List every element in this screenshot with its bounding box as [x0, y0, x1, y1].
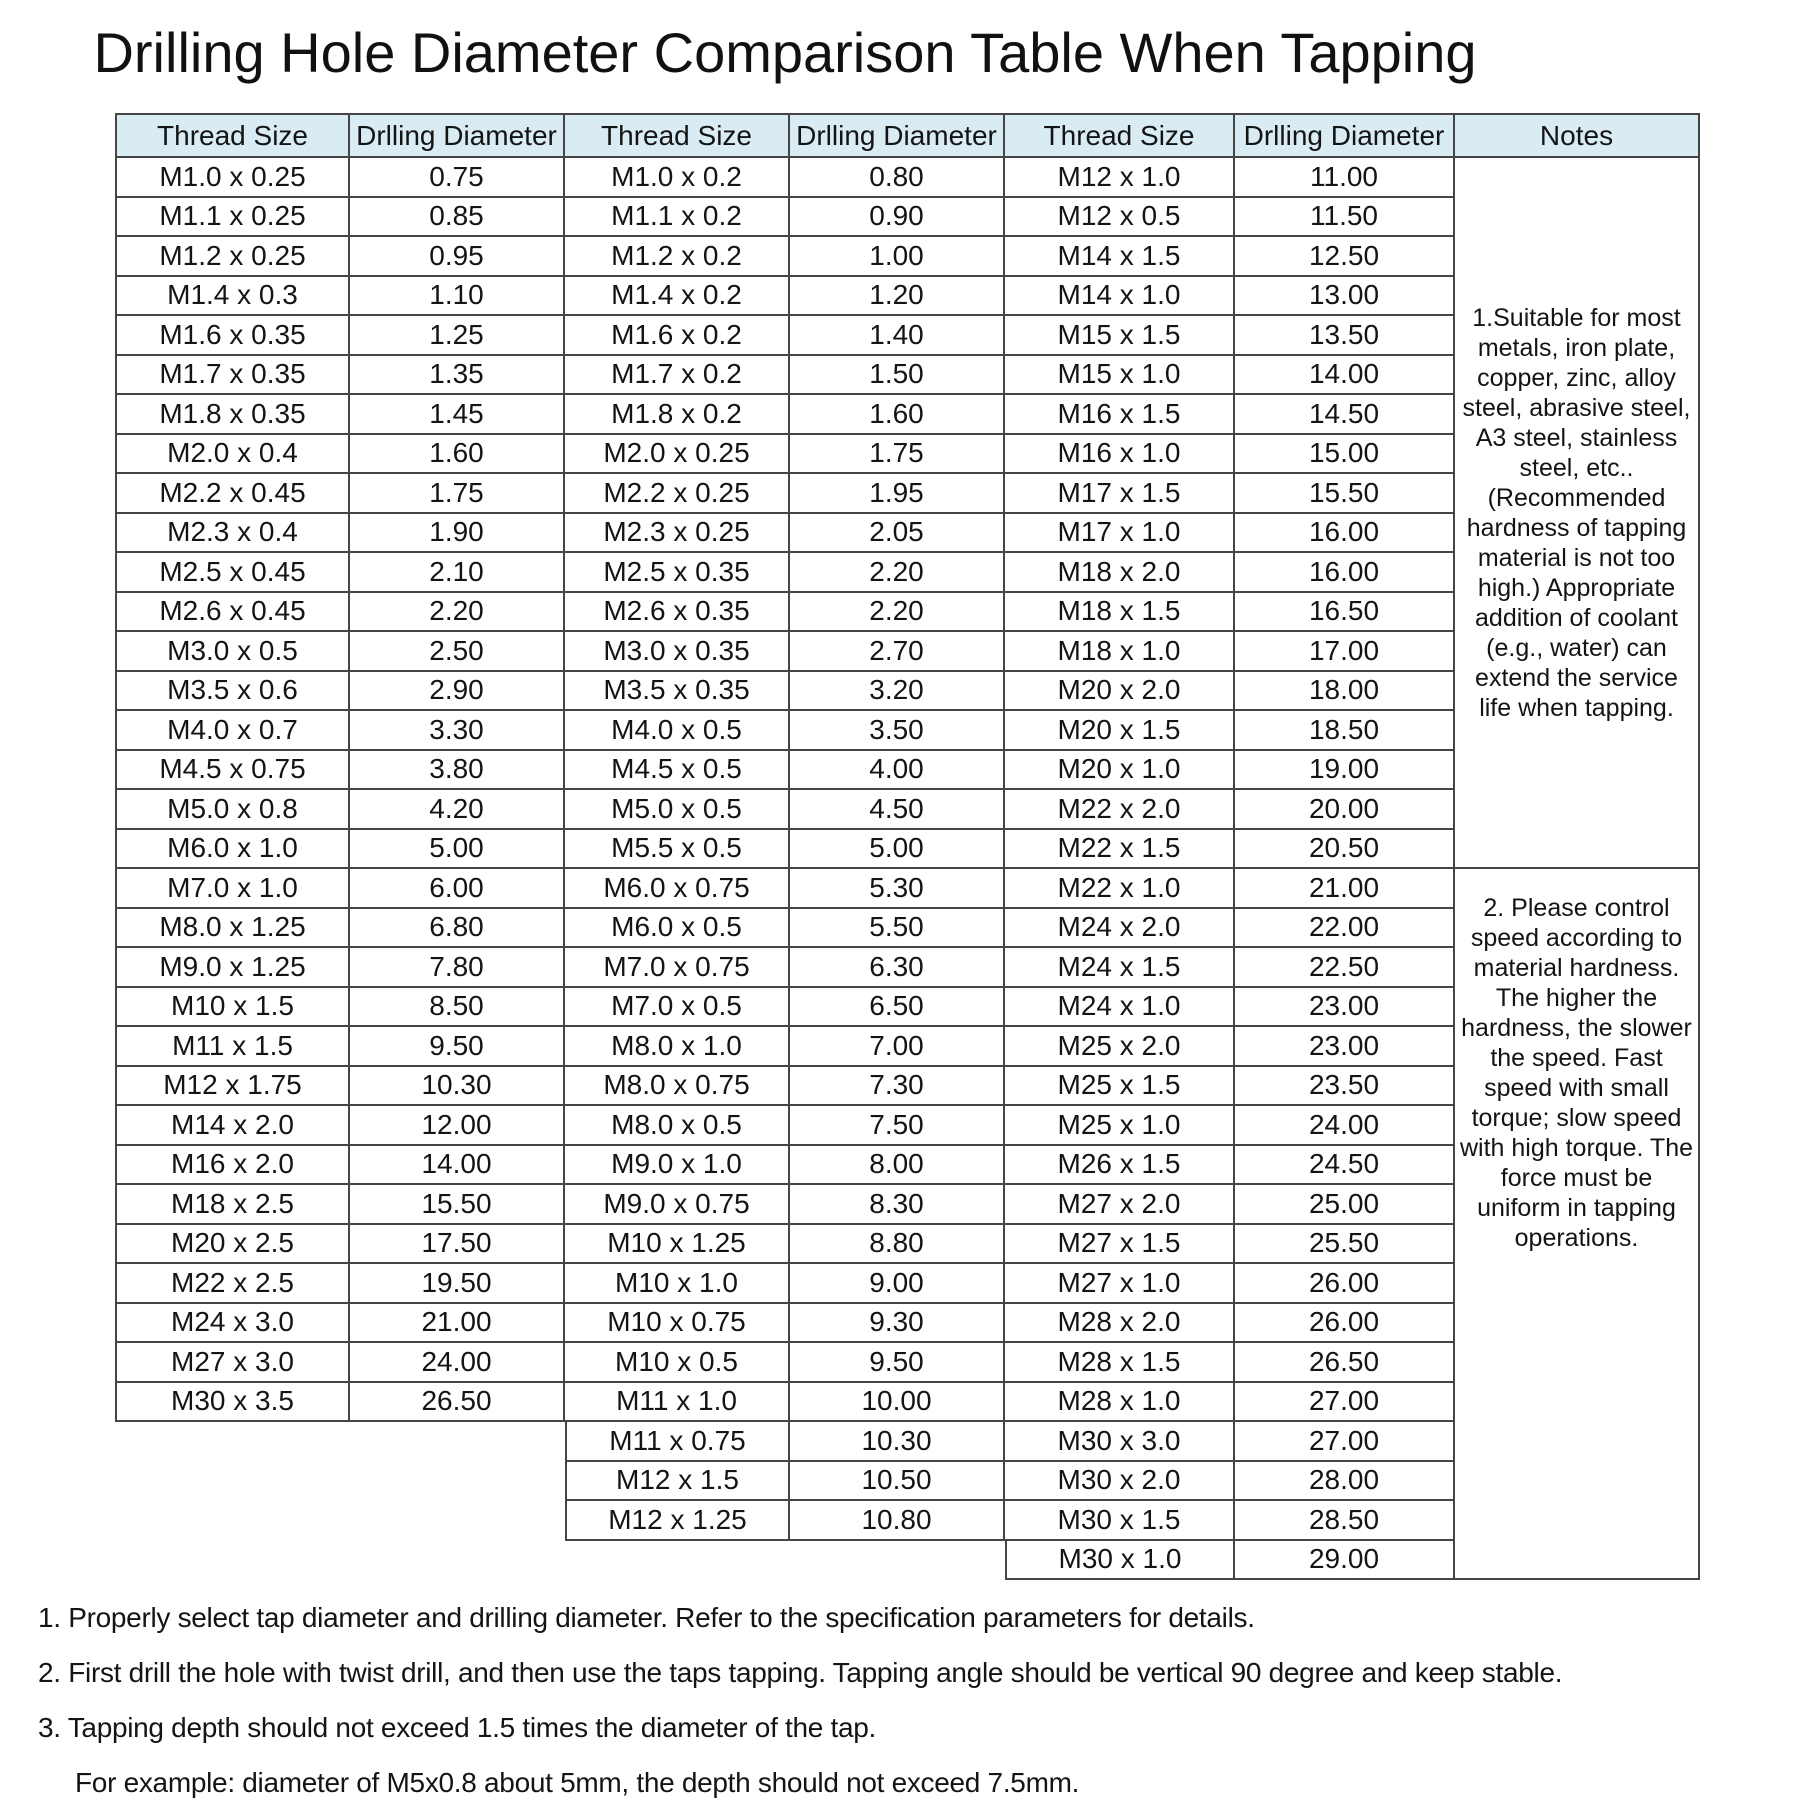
thread-size-cell: M24 x 3.0	[115, 1304, 350, 1344]
drill-diameter-cell: 20.50	[1235, 830, 1455, 870]
drill-diameter-cell: 10.00	[790, 1383, 1005, 1423]
thread-size-cell: M20 x 2.0	[1005, 672, 1235, 712]
thread-size-cell: M1.7 x 0.35	[115, 356, 350, 396]
thread-size-cell: M2.0 x 0.25	[565, 435, 790, 475]
drill-diameter-cell: 23.50	[1235, 1067, 1455, 1107]
drill-diameter-cell: 24.00	[350, 1343, 565, 1383]
drill-diameter-cell: 1.50	[790, 356, 1005, 396]
drill-diameter-cell: 8.50	[350, 988, 565, 1028]
drill-diameter-cell: 3.50	[790, 711, 1005, 751]
drill-diameter-cell: 29.00	[1235, 1541, 1455, 1581]
thread-size-cell: M6.0 x 0.75	[565, 869, 790, 909]
drill-diameter-header: Drlling Diameter	[1235, 113, 1455, 158]
thread-size-cell: M1.4 x 0.3	[115, 277, 350, 317]
thread-size-cell: M11 x 1.5	[115, 1027, 350, 1067]
drill-diameter-cell: 2.20	[790, 553, 1005, 593]
thread-size-cell: M27 x 3.0	[115, 1343, 350, 1383]
drill-diameter-cell: 15.00	[1235, 435, 1455, 475]
drill-diameter-cell: 1.25	[350, 316, 565, 356]
thread-size-cell: M12 x 1.0	[1005, 158, 1235, 198]
thread-size-cell: M12 x 1.75	[115, 1067, 350, 1107]
thread-size-cell: M1.6 x 0.35	[115, 316, 350, 356]
thread-size-header: Thread Size	[1005, 113, 1235, 158]
notes-cell-1: 1.Suitable for most metals, iron plate, copper, zinc, alloy steel, abrasive steel, A3 steel, stainless steel, etc..(Recommended hardness of tapping material is not too high.) Appropriate addition of coolant (e.g., water) can extend the service life when tapping.	[1455, 158, 1700, 869]
drill-diameter-cell: 1.00	[790, 237, 1005, 277]
drill-diameter-cell: 7.00	[790, 1027, 1005, 1067]
drill-diameter-cell: 9.00	[790, 1264, 1005, 1304]
drill-diameter-cell: 13.50	[1235, 316, 1455, 356]
thread-size-cell: M28 x 1.5	[1005, 1343, 1235, 1383]
drill-diameter-cell: 0.90	[790, 198, 1005, 238]
drill-diameter-cell: 1.35	[350, 356, 565, 396]
drill-diameter-cell: 24.50	[1235, 1146, 1455, 1186]
thread-size-cell: M7.0 x 0.75	[565, 948, 790, 988]
drill-diameter-cell: 8.80	[790, 1225, 1005, 1265]
thread-size-cell: M1.0 x 0.2	[565, 158, 790, 198]
thread-size-cell: M1.2 x 0.2	[565, 237, 790, 277]
drill-diameter-cell: 12.00	[350, 1106, 565, 1146]
drill-diameter-cell: 17.50	[350, 1225, 565, 1265]
thread-size-cell: M2.2 x 0.45	[115, 474, 350, 514]
drill-diameter-cell: 8.00	[790, 1146, 1005, 1186]
thread-size-cell: M30 x 1.0	[1005, 1541, 1235, 1581]
thread-size-cell: M2.5 x 0.35	[565, 553, 790, 593]
drill-diameter-cell: 19.50	[350, 1264, 565, 1304]
drill-diameter-header: Drlling Diameter	[790, 113, 1005, 158]
drill-diameter-cell: 8.30	[790, 1185, 1005, 1225]
drill-diameter-cell: 7.80	[350, 948, 565, 988]
drill-diameter-cell: 16.00	[1235, 553, 1455, 593]
drill-diameter-cell: 1.75	[790, 435, 1005, 475]
drill-diameter-cell: 0.75	[350, 158, 565, 198]
thread-size-cell: M22 x 1.0	[1005, 869, 1235, 909]
thread-size-cell: M3.0 x 0.5	[115, 632, 350, 672]
thread-size-cell: M25 x 1.5	[1005, 1067, 1235, 1107]
drill-diameter-cell: 2.20	[790, 593, 1005, 633]
thread-size-cell: M30 x 3.5	[115, 1383, 350, 1423]
drill-diameter-cell: 10.80	[790, 1501, 1005, 1541]
drill-diameter-cell: 0.85	[350, 198, 565, 238]
thread-size-cell: M10 x 1.25	[565, 1225, 790, 1265]
thread-size-cell: M3.0 x 0.35	[565, 632, 790, 672]
drill-diameter-cell: 20.00	[1235, 790, 1455, 830]
thread-size-cell: M20 x 1.5	[1005, 711, 1235, 751]
thread-size-cell: M2.6 x 0.45	[115, 593, 350, 633]
drill-diameter-cell: 16.00	[1235, 514, 1455, 554]
drill-diameter-cell: 7.30	[790, 1067, 1005, 1107]
drill-diameter-cell: 12.50	[1235, 237, 1455, 277]
thread-size-cell: M8.0 x 0.75	[565, 1067, 790, 1107]
thread-size-cell: M27 x 2.0	[1005, 1185, 1235, 1225]
drill-diameter-cell: 18.50	[1235, 711, 1455, 751]
thread-size-cell: M9.0 x 1.25	[115, 948, 350, 988]
thread-size-cell: M9.0 x 0.75	[565, 1185, 790, 1225]
thread-size-cell: M1.8 x 0.2	[565, 395, 790, 435]
drill-diameter-cell: 6.30	[790, 948, 1005, 988]
thread-size-cell: M1.7 x 0.2	[565, 356, 790, 396]
drill-diameter-cell: 23.00	[1235, 1027, 1455, 1067]
drill-diameter-cell: 26.00	[1235, 1264, 1455, 1304]
drill-diameter-cell: 1.10	[350, 277, 565, 317]
drill-diameter-cell: 28.00	[1235, 1462, 1455, 1502]
thread-size-cell: M25 x 1.0	[1005, 1106, 1235, 1146]
thread-size-cell: M4.5 x 0.5	[565, 751, 790, 791]
thread-size-cell: M17 x 1.5	[1005, 474, 1235, 514]
thread-size-cell: M22 x 1.5	[1005, 830, 1235, 870]
drill-diameter-cell: 21.00	[1235, 869, 1455, 909]
drill-diameter-cell: 14.00	[350, 1146, 565, 1186]
drill-diameter-cell: 19.00	[1235, 751, 1455, 791]
drill-diameter-cell: 1.60	[350, 435, 565, 475]
notes-cell-2: 2. Please control speed according to material hardness. The higher the hardness, the slower the speed. Fast speed with small torque; slow speed with high torque. The force must be uniform in tapping operations.	[1455, 869, 1700, 1580]
drill-diameter-cell: 3.80	[350, 751, 565, 791]
drill-diameter-cell: 1.20	[790, 277, 1005, 317]
thread-size-cell: M2.2 x 0.25	[565, 474, 790, 514]
thread-size-cell: M16 x 2.0	[115, 1146, 350, 1186]
thread-size-cell: M16 x 1.0	[1005, 435, 1235, 475]
drill-diameter-cell: 27.00	[1235, 1383, 1455, 1423]
drill-diameter-cell: 28.50	[1235, 1501, 1455, 1541]
thread-size-cell: M12 x 0.5	[1005, 198, 1235, 238]
drill-diameter-cell: 15.50	[1235, 474, 1455, 514]
thread-size-cell: M1.1 x 0.25	[115, 198, 350, 238]
thread-size-cell: M3.5 x 0.6	[115, 672, 350, 712]
thread-size-cell: M22 x 2.0	[1005, 790, 1235, 830]
thread-size-header: Thread Size	[565, 113, 790, 158]
drill-diameter-cell: 15.50	[350, 1185, 565, 1225]
thread-size-cell: M7.0 x 1.0	[115, 869, 350, 909]
thread-size-cell: M30 x 1.5	[1005, 1501, 1235, 1541]
thread-size-cell: M8.0 x 1.25	[115, 909, 350, 949]
thread-size-cell: M6.0 x 0.5	[565, 909, 790, 949]
thread-size-cell: M1.1 x 0.2	[565, 198, 790, 238]
thread-size-cell: M4.0 x 0.7	[115, 711, 350, 751]
thread-size-cell: M22 x 2.5	[115, 1264, 350, 1304]
thread-size-cell: M15 x 1.0	[1005, 356, 1235, 396]
thread-size-cell: M18 x 2.0	[1005, 553, 1235, 593]
thread-size-cell: M8.0 x 1.0	[565, 1027, 790, 1067]
thread-size-cell: M24 x 1.0	[1005, 988, 1235, 1028]
thread-size-cell: M27 x 1.0	[1005, 1264, 1235, 1304]
drill-diameter-cell: 25.50	[1235, 1225, 1455, 1265]
thread-size-cell: M8.0 x 0.5	[565, 1106, 790, 1146]
drill-diameter-cell: 24.00	[1235, 1106, 1455, 1146]
thread-size-cell: M14 x 1.5	[1005, 237, 1235, 277]
drill-diameter-cell: 10.30	[350, 1067, 565, 1107]
drill-diameter-cell: 0.95	[350, 237, 565, 277]
thread-size-cell: M5.5 x 0.5	[565, 830, 790, 870]
drill-diameter-cell: 6.00	[350, 869, 565, 909]
thread-size-cell: M11 x 0.75	[565, 1422, 790, 1462]
drill-diameter-cell: 17.00	[1235, 632, 1455, 672]
drill-diameter-cell: 4.50	[790, 790, 1005, 830]
thread-size-cell: M1.2 x 0.25	[115, 237, 350, 277]
thread-size-cell: M30 x 3.0	[1005, 1422, 1235, 1462]
footer-note-2: 2. First drill the hole with twist drill, and then use the taps tapping. Tapping angle should be vertical 90 degree and keep stable.	[38, 1657, 1563, 1688]
drill-diameter-cell: 18.00	[1235, 672, 1455, 712]
drill-diameter-cell: 1.95	[790, 474, 1005, 514]
drill-diameter-cell: 22.00	[1235, 909, 1455, 949]
thread-size-cell: M1.0 x 0.25	[115, 158, 350, 198]
thread-size-cell: M2.3 x 0.4	[115, 514, 350, 554]
drill-diameter-cell: 4.20	[350, 790, 565, 830]
drill-diameter-cell: 9.50	[790, 1343, 1005, 1383]
drill-diameter-cell: 26.50	[1235, 1343, 1455, 1383]
drill-diameter-cell: 23.00	[1235, 988, 1455, 1028]
drill-diameter-cell: 16.50	[1235, 593, 1455, 633]
drill-diameter-cell: 7.50	[790, 1106, 1005, 1146]
drill-diameter-header: Drlling Diameter	[350, 113, 565, 158]
thread-size-cell: M6.0 x 1.0	[115, 830, 350, 870]
drill-diameter-cell: 1.60	[790, 395, 1005, 435]
thread-size-cell: M10 x 0.5	[565, 1343, 790, 1383]
drill-diameter-cell: 10.30	[790, 1422, 1005, 1462]
drill-diameter-cell: 6.80	[350, 909, 565, 949]
drill-diameter-cell: 3.30	[350, 711, 565, 751]
drill-diameter-cell: 2.10	[350, 553, 565, 593]
drill-diameter-cell: 1.90	[350, 514, 565, 554]
thread-size-cell: M28 x 1.0	[1005, 1383, 1235, 1423]
thread-size-cell: M20 x 2.5	[115, 1225, 350, 1265]
thread-size-cell: M2.3 x 0.25	[565, 514, 790, 554]
thread-size-cell: M9.0 x 1.0	[565, 1146, 790, 1186]
thread-size-cell: M1.4 x 0.2	[565, 277, 790, 317]
thread-size-cell: M2.6 x 0.35	[565, 593, 790, 633]
thread-size-header: Thread Size	[115, 113, 350, 158]
drill-diameter-cell: 5.30	[790, 869, 1005, 909]
drill-diameter-cell: 26.50	[350, 1383, 565, 1423]
thread-size-cell: M1.8 x 0.35	[115, 395, 350, 435]
drill-diameter-cell: 1.40	[790, 316, 1005, 356]
drill-diameter-cell: 5.00	[790, 830, 1005, 870]
thread-size-cell: M18 x 2.5	[115, 1185, 350, 1225]
thread-size-cell: M3.5 x 0.35	[565, 672, 790, 712]
thread-size-cell: M28 x 2.0	[1005, 1304, 1235, 1344]
thread-size-cell: M2.0 x 0.4	[115, 435, 350, 475]
footer-notes	[38, 1602, 1794, 1799]
thread-size-cell: M25 x 2.0	[1005, 1027, 1235, 1067]
thread-size-cell: M24 x 1.5	[1005, 948, 1235, 988]
thread-size-cell: M24 x 2.0	[1005, 909, 1235, 949]
thread-size-cell: M18 x 1.0	[1005, 632, 1235, 672]
footer-note-3: 3. Tapping depth should not exceed 1.5 times the diameter of the tap.	[38, 1712, 877, 1743]
drill-diameter-cell: 5.50	[790, 909, 1005, 949]
drill-diameter-cell: 11.50	[1235, 198, 1455, 238]
thread-size-cell: M10 x 1.0	[565, 1264, 790, 1304]
thread-size-cell: M12 x 1.5	[565, 1462, 790, 1502]
drill-diameter-cell: 1.45	[350, 395, 565, 435]
drill-diameter-cell: 9.30	[790, 1304, 1005, 1344]
drill-diameter-cell: 1.75	[350, 474, 565, 514]
drill-diameter-cell: 3.20	[790, 672, 1005, 712]
thread-size-cell: M4.0 x 0.5	[565, 711, 790, 751]
thread-size-cell: M18 x 1.5	[1005, 593, 1235, 633]
drill-diameter-cell: 4.00	[790, 751, 1005, 791]
drill-diameter-cell: 11.00	[1235, 158, 1455, 198]
thread-size-cell: M1.6 x 0.2	[565, 316, 790, 356]
comparison-table	[115, 113, 1700, 1580]
footer-note-1: 1. Properly select tap diameter and drilling diameter. Refer to the specification parameters for details.	[38, 1602, 1255, 1633]
thread-size-cell: M16 x 1.5	[1005, 395, 1235, 435]
thread-size-cell: M20 x 1.0	[1005, 751, 1235, 791]
drill-diameter-cell: 2.20	[350, 593, 565, 633]
drill-diameter-cell: 5.00	[350, 830, 565, 870]
thread-size-cell: M15 x 1.5	[1005, 316, 1235, 356]
drill-diameter-cell: 14.00	[1235, 356, 1455, 396]
drill-diameter-cell: 0.80	[790, 158, 1005, 198]
thread-size-cell: M5.0 x 0.5	[565, 790, 790, 830]
drill-diameter-cell: 2.50	[350, 632, 565, 672]
thread-size-cell: M14 x 2.0	[115, 1106, 350, 1146]
thread-size-cell: M12 x 1.25	[565, 1501, 790, 1541]
thread-size-cell: M4.5 x 0.75	[115, 751, 350, 791]
thread-size-cell: M7.0 x 0.5	[565, 988, 790, 1028]
thread-size-cell: M10 x 0.75	[565, 1304, 790, 1344]
drill-diameter-cell: 14.50	[1235, 395, 1455, 435]
thread-size-cell: M2.5 x 0.45	[115, 553, 350, 593]
notes-header: Notes	[1455, 113, 1700, 158]
drill-diameter-cell: 21.00	[350, 1304, 565, 1344]
drill-diameter-cell: 22.50	[1235, 948, 1455, 988]
drill-diameter-cell: 25.00	[1235, 1185, 1455, 1225]
drill-diameter-cell: 13.00	[1235, 277, 1455, 317]
drill-diameter-cell: 9.50	[350, 1027, 565, 1067]
drill-diameter-cell: 10.50	[790, 1462, 1005, 1502]
thread-size-cell: M5.0 x 0.8	[115, 790, 350, 830]
thread-size-cell: M26 x 1.5	[1005, 1146, 1235, 1186]
drill-diameter-cell: 2.90	[350, 672, 565, 712]
drill-diameter-cell: 27.00	[1235, 1422, 1455, 1462]
thread-size-cell: M30 x 2.0	[1005, 1462, 1235, 1502]
footer-note-3-example: For example: diameter of M5x0.8 about 5mm, the depth should not exceed 7.5mm.	[75, 1767, 1080, 1798]
drill-diameter-cell: 26.00	[1235, 1304, 1455, 1344]
drill-diameter-cell: 6.50	[790, 988, 1005, 1028]
drill-diameter-cell: 2.70	[790, 632, 1005, 672]
thread-size-cell: M10 x 1.5	[115, 988, 350, 1028]
thread-size-cell: M14 x 1.0	[1005, 277, 1235, 317]
thread-size-cell: M11 x 1.0	[565, 1383, 790, 1423]
drill-diameter-cell: 2.05	[790, 514, 1005, 554]
thread-size-cell: M17 x 1.0	[1005, 514, 1235, 554]
thread-size-cell: M27 x 1.5	[1005, 1225, 1235, 1265]
page-title: Drilling Hole Diameter Comparison Table When Tapping	[93, 21, 1477, 84]
